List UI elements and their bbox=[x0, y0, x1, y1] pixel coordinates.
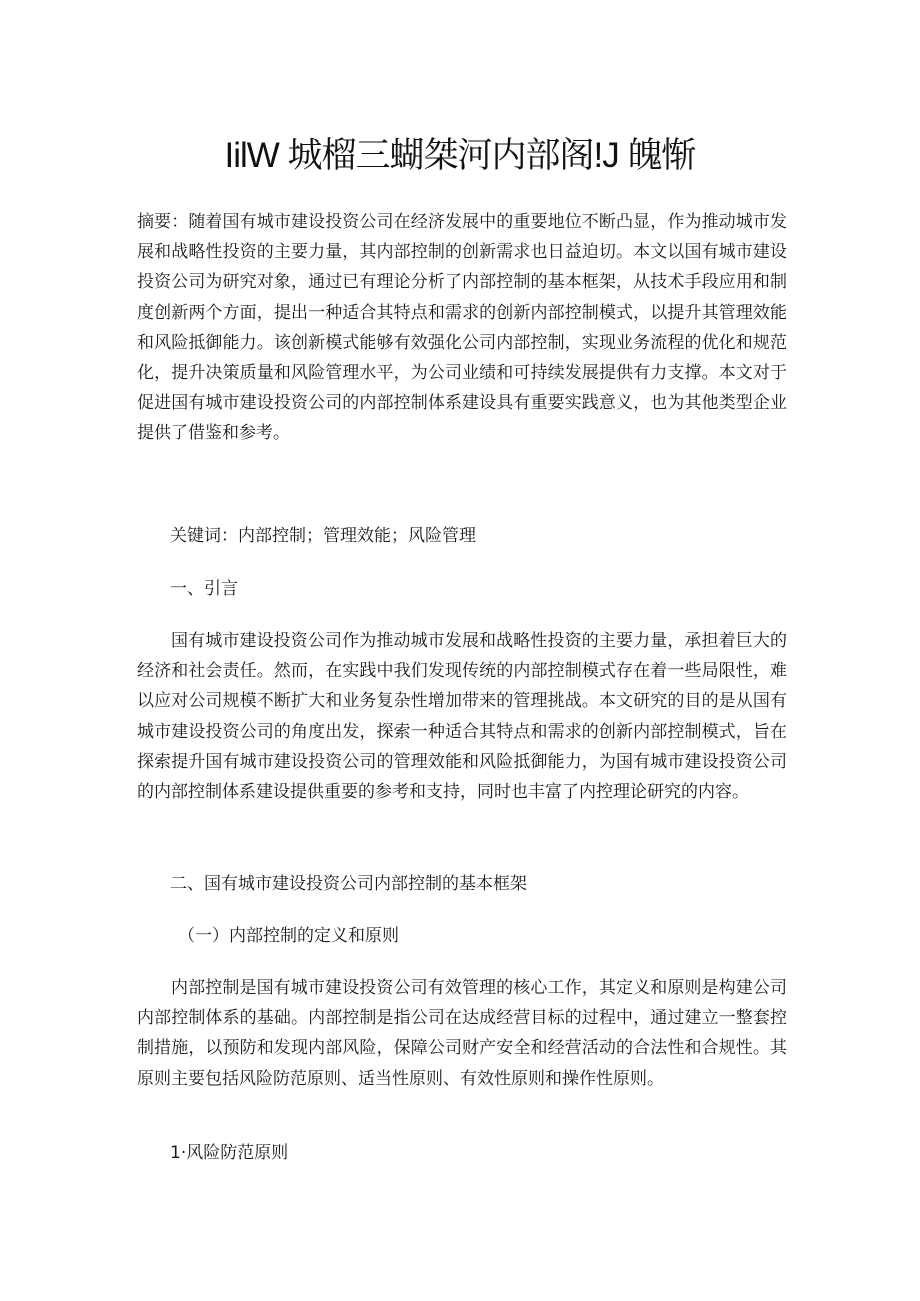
section-heading-introduction: 一、引言 bbox=[170, 579, 238, 599]
item-heading-risk-prevention: 1·风险防范原则 bbox=[170, 1143, 289, 1163]
introduction-paragraph: 国有城市建设投资公司作为推动城市发展和战略性投资的主要力量，承担着巨大的经济和社会责任。然而，在实践中我们发现传统的内部控制模式存在着一些局限性，难以应对公司规模不断扩大和业务复杂性增加带来的管理挑战。本文研究的目的是从国有城市建设投资公司的角度出发，探索一种适合其特点和需求的创新内部控制模式，旨在探索提升国有城市建设投资公司的管理效能和风险抵御能力，为国有城市建设投资公司的内部控制体系建设提供重要的参考和支持，同时也丰富了内控理论研究的内容。 bbox=[137, 631, 787, 803]
definition-paragraph: 内部控制是国有城市建设投资公司有效管理的核心工作，其定义和原则是构建公司内部控制体系的基础。内部控制是指公司在达成经营目标的过程中，通过建立一整套控制措施，以预防和发现内部风险，保障公司财产安全和经营活动的合法性和合规性。其原则主要包括风险防范原则、适当性原则、有效性原则和操作性原则。 bbox=[137, 978, 787, 1089]
section-heading-framework: 二、国有城市建设投资公司内部控制的基本框架 bbox=[170, 874, 527, 894]
keywords-line: 关键词：内部控制；管理效能；风险管理 bbox=[170, 526, 476, 546]
document-title: IilW 城榴三蝴桀河内部阁!J 魄惭 bbox=[224, 136, 696, 175]
subsection-heading-definition: （一）内部控制的定义和原则 bbox=[178, 926, 399, 946]
abstract-paragraph: 摘要：随着国有城市建设投资公司在经济发展中的重要地位不断凸显，作为推动城市发展和战略性投资的主要力量，其内部控制的创新需求也日益迫切。本文以国有城市建设投资公司为研究对象，通过已有理论分析了内部控制的基本框架，从技术手段应用和制度创新两个方面，提出一种适合其特点和需求的创新内部控制模式，以提升其管理效能和风险抵御能力。该创新模式能够有效强化公司内部控制，实现业务流程的优化和规范化，提升决策质量和风险管理水平，为公司业绩和可持续发展提供有力支撑。本文对于促进国有城市建设投资公司的内部控制体系建设具有重要实践意义，也为其他类型企业提供了借鉴和参考。 bbox=[137, 212, 787, 444]
